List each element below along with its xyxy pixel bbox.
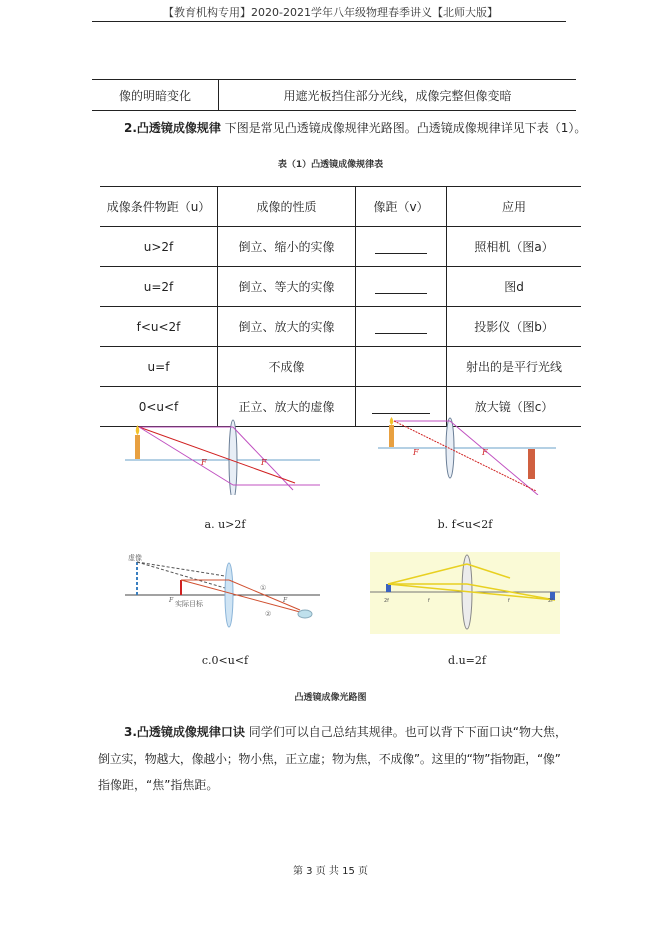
cell-nature: 不成像 xyxy=(218,347,356,387)
cell-condition: 0<u<f xyxy=(100,387,218,427)
tick-2f-right: 2f xyxy=(548,598,553,604)
focus-label-left: F xyxy=(413,448,419,457)
cell-nature: 倒立、等大的实像 xyxy=(218,267,356,307)
focus-label-right: F xyxy=(283,597,288,604)
figure-c-label: c.0<u<f xyxy=(201,654,249,667)
page-footer: 第 3 页 共 15 页 xyxy=(293,866,368,877)
section2-number: 2. xyxy=(124,121,137,135)
table-row xyxy=(100,267,581,307)
virtual-ray xyxy=(137,562,225,576)
cell-image-distance xyxy=(356,307,447,347)
candle-object xyxy=(389,425,394,447)
focus-label-left: F xyxy=(201,458,207,467)
cell-application: 图d xyxy=(447,267,582,307)
tick-2f-left: 2f xyxy=(384,598,389,604)
section3-title: 凸透镜成像规律口诀 xyxy=(136,725,245,739)
brightness-label: 像的明暗变化 xyxy=(92,80,219,111)
figure-a-label: a. u>2f xyxy=(204,518,246,531)
figure-a-diagram xyxy=(125,415,320,495)
flame-icon xyxy=(136,425,140,435)
cell-application: 照相机（图a） xyxy=(447,227,582,267)
figure-d-diagram xyxy=(370,552,560,634)
convex-lens xyxy=(225,563,233,627)
imaging-rules-table xyxy=(100,186,581,427)
cell-condition: u=f xyxy=(100,347,218,387)
page-header: 【教育机构专用】2020-2021学年八年级物理春季讲义【北师大版】 xyxy=(163,6,498,19)
figures-caption: 凸透镜成像光路图 xyxy=(294,693,367,703)
convex-lens xyxy=(446,418,454,478)
header-rule xyxy=(92,21,566,22)
ray-label-2: ② xyxy=(265,610,272,618)
figure-c-diagram xyxy=(125,550,320,635)
header-image-nature: 成像的性质 xyxy=(218,187,356,227)
figure-b-label: b. f<u<2f xyxy=(437,518,493,531)
light-ray xyxy=(450,421,538,495)
cell-application: 放大镜（图c） xyxy=(447,387,582,427)
header-image-distance: 像距（v） xyxy=(356,187,447,227)
eye-icon xyxy=(298,610,312,618)
section3-line3: 指像距，“焦”指焦距。 xyxy=(98,778,219,792)
tick-f-left: f xyxy=(428,598,430,604)
focus-label-right: F xyxy=(482,448,488,457)
cell-application: 投影仪（图b） xyxy=(447,307,582,347)
brightness-value: 用遮光板挡住部分光线，成像完整但像变暗 xyxy=(219,80,577,111)
cell-application: 射出的是平行光线 xyxy=(447,347,582,387)
section3-number: 3. xyxy=(124,725,137,739)
real-image xyxy=(528,449,535,479)
header-application: 应用 xyxy=(447,187,582,227)
flame-icon xyxy=(390,417,394,425)
answer-blank[interactable] xyxy=(375,279,427,294)
section2-paragraph xyxy=(124,116,586,140)
cell-nature: 倒立、缩小的实像 xyxy=(218,227,356,267)
cell-condition: f<u<2f xyxy=(100,307,218,347)
candle-object xyxy=(135,435,140,459)
section3-line2: 倒立实，物越大，像越小；物小焦，正立虚；物为焦，不成像”。这里的“物”指物距，“像” xyxy=(98,752,561,766)
section2-title: 凸透镜成像规律 xyxy=(136,121,221,135)
cell-condition: u=2f xyxy=(100,267,218,307)
table-caption: 表（1）凸透镜成像规律表 xyxy=(277,160,384,170)
real-object-label: 实际目标 xyxy=(175,600,203,608)
cell-image-distance xyxy=(356,267,447,307)
virtual-image-label: 虚像 xyxy=(128,554,142,562)
answer-blank[interactable] xyxy=(375,319,427,334)
table-row xyxy=(100,227,581,267)
table-row xyxy=(100,307,581,347)
focus-label-left: F xyxy=(169,597,174,604)
section3-line1 xyxy=(124,720,574,744)
figure-b-diagram xyxy=(378,415,556,495)
table-row xyxy=(100,347,581,387)
section3-text-1: 同学们可以自己总结其规律。也可以背下下面口诀“物大焦， xyxy=(248,725,567,739)
table-header-row xyxy=(100,187,581,227)
brightness-row-table xyxy=(92,79,576,111)
cell-image-distance xyxy=(356,347,447,387)
object-candle xyxy=(386,584,391,592)
figure-d-label: d.u=2f xyxy=(448,654,486,667)
cell-image-distance xyxy=(356,227,447,267)
focus-label-right: F xyxy=(261,458,267,467)
ray-label-1: ① xyxy=(260,584,267,592)
cell-nature: 倒立、放大的实像 xyxy=(218,307,356,347)
tick-f-right: f xyxy=(508,598,510,604)
header-object-distance: 成像条件物距（u） xyxy=(100,187,218,227)
cell-nature: 正立、放大的虚像 xyxy=(218,387,356,427)
answer-blank[interactable] xyxy=(372,399,430,414)
cell-condition: u>2f xyxy=(100,227,218,267)
section2-text: 下图是常见凸透镜成像规律光路图。凸透镜成像规律详见下表（1）。 xyxy=(224,121,587,135)
answer-blank[interactable] xyxy=(375,239,427,254)
